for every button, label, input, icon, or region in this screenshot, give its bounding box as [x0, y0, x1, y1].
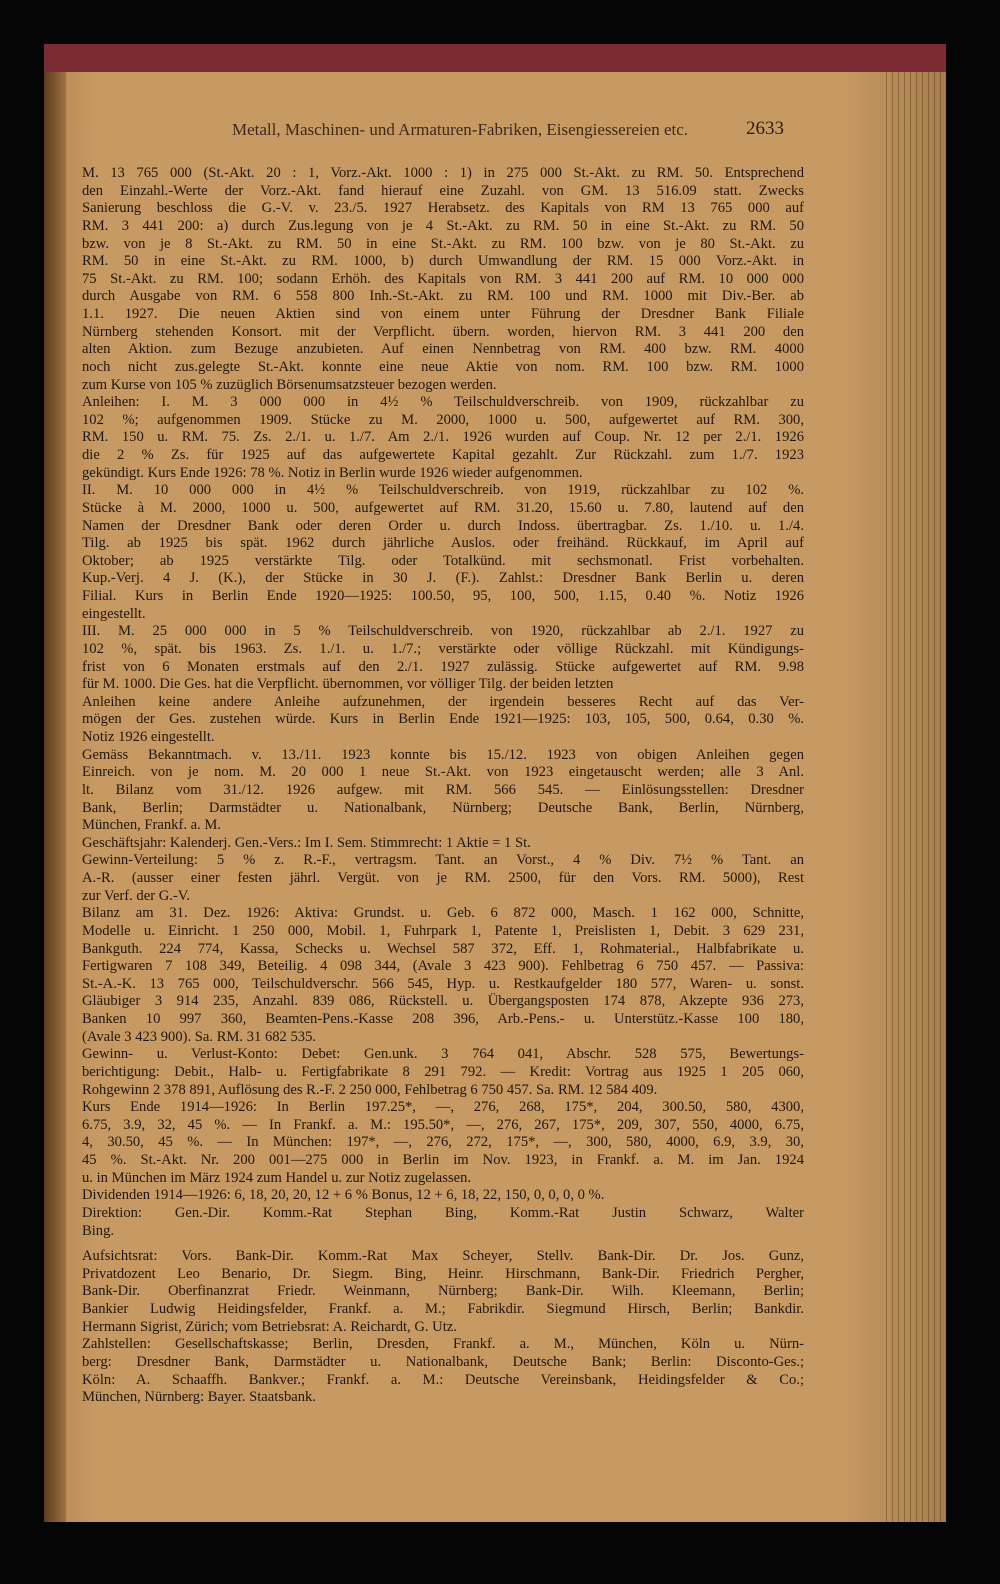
text-line: Fertigwaren 7 108 349, Beteilig. 4 098 344, (Avale 3 423 900). Fehlbetrag 6 750 457. — Passiva:: [82, 958, 804, 975]
text-line: Hermann Sigrist, Zürich; vom Betriebsrat: A. Reichardt, G. Utz.: [82, 1318, 457, 1335]
text-line: Dividenden 1914—1926: 6, 18, 20, 20, 12 + 6 % Bonus, 12 + 6, 18, 22, 150, 0, 0, 0, 0 %.: [82, 1187, 605, 1204]
text-line: RM. 3 441 200: a) durch Zus.legung von je 4 St.-Akt. zu RM. 50 in eine St.-Akt. zu RM. 50: [82, 217, 804, 234]
text-line: alten Aktion. zum Bezuge anzubieten. Auf einen Nennbetrag von RM. 400 bzw. RM. 4000: [82, 341, 804, 358]
book-binding-shadow: [44, 72, 66, 1522]
text-line: gekündigt. Kurs Ende 1926: 78 %. Notiz in Berlin wurde 1926 wieder aufgenommen.: [82, 464, 583, 481]
text-line: Bilanz am 31. Dez. 1926: Aktiva: Grundst. u. Geb. 6 872 000, Masch. 1 162 000, Schnitte,: [82, 905, 804, 922]
text-line: berichtigung: Debit., Halb- u. Fertigfabrikate 8 291 792. — Kredit: Vortrag aus 1925 1 205 060,: [82, 1063, 804, 1080]
text-line: (Avale 3 423 900). Sa. RM. 31 682 535.: [82, 1028, 317, 1045]
text-line: Bank, Berlin; Darmstädter u. Nationalbank, Nürnberg; Deutsche Bank, Berlin, Nürnberg,: [82, 799, 804, 816]
text-line: Gewinn- u. Verlust-Konto: Debet: Gen.unk. 3 764 041, Abschr. 528 575, Bewertungs-: [82, 1046, 804, 1063]
text-line: zum Kurse von 105 % zuzüglich Börsenumsatzsteuer bezogen werden.: [82, 376, 497, 393]
text-line: Bankier Ludwig Heidingsfelder, Frankf. a. M.; Fabrikdir. Siegmund Hirsch, Berlin; Bankdir.: [82, 1301, 804, 1317]
text-line: 45 %. St.-Akt. Nr. 200 001—275 000 in Berlin im Nov. 1923, in Frankf. a. M. im Jan. 1924: [82, 1152, 804, 1168]
text-line: 4, 30.50, 45 %. — In München: 197*, —, 276, 272, 175*, —, 300, 580, 4000, 6.9, 3.9, 30,: [82, 1134, 804, 1151]
text-line: Aufsichtsrat: Vors. Bank-Dir. Komm.-Rat Max Scheyer, Stellv. Bank-Dir. Dr. Jos. Gunz,: [82, 1248, 804, 1265]
text-line: 75 St.-Akt. zu RM. 100; sodann Erhöh. des Kapitals von RM. 3 441 200 auf RM. 10 000 000: [82, 270, 804, 287]
text-line: eingestellt.: [82, 605, 146, 622]
page-number: 2633: [746, 118, 784, 139]
text-line: Gläubiger 3 914 235, Anzahl. 839 086, Rückstell. u. Übergangsposten 174 878, Akzepte 936 273,: [82, 993, 804, 1010]
text-line: RM. 150 u. RM. 75. Zs. 2./1. u. 1./7. Am 2./1. 1926 wurden auf Coup. Nr. 12 per 2./1. 1926: [82, 429, 804, 446]
text-line: Bing.: [82, 1222, 115, 1239]
text-line: München, Nürnberg: Bayer. Staatsbank.: [82, 1389, 316, 1406]
text-line: frist von 6 Monaten erstmals auf den 2./1. 1927 zulässig. Stücke aufgewertet auf RM. 9.98: [82, 658, 804, 675]
text-line: für M. 1000. Die Ges. hat die Verpflicht. übernommen, vor völliger Tilg. der beiden letzten: [82, 676, 614, 693]
text-line: Kup.-Verj. 4 J. (K.), der Stücke in 30 J. (F.). Zahlst.: Dresdner Bank Berlin u. deren: [82, 570, 804, 587]
text-line: zur Verf. der G.-V.: [82, 887, 191, 904]
text-line: berg: Dresdner Bank, Darmstädter u. Nationalbank, Deutsche Bank; Berlin: Disconto-Ges.;: [82, 1353, 804, 1370]
text-line: Direktion: Gen.-Dir. Komm.-Rat Stephan Bing, Komm.-Rat Justin Schwarz, Walter: [82, 1204, 804, 1221]
text-line: Anleihen keine andere Anleihe aufzunehmen, der irgendein besseres Recht auf das Ver-: [82, 693, 804, 710]
text-line: durch Ausgabe von RM. 6 558 800 Inh.-St.-Akt. zu RM. 100 und RM. 1000 mit Div.-Ber. ab: [82, 288, 804, 305]
running-header: Metall, Maschinen- und Armaturen-Fabriken, Eisengiessereien etc.: [231, 120, 689, 139]
text-line: Filial. Kurs in Berlin Ende 1920—1925: 100.50, 95, 100, 500, 1.15, 0.40 %. Notiz 1926: [82, 588, 804, 604]
paragraph-gap: [82, 1240, 804, 1248]
text-line: II. M. 10 000 000 in 4½ % Teilschuldverschreib. von 1919, rückzahlbar zu 102 %.: [82, 482, 804, 499]
text-line: A.-R. (ausser einer festen jährl. Vergüt. von je RM. 2500, für den Vors. RM. 5000), Rest: [82, 870, 804, 886]
text-line: Gemäss Bekanntmach. v. 13./11. 1923 konnte bis 15./12. 1923 von obigen Anleihen gegen: [82, 746, 804, 763]
text-line: u. in München im März 1924 zum Handel u. zur Notiz zugelassen.: [82, 1169, 472, 1186]
text-line: Sanierung beschloss die G.-V. v. 23./5. 1927 Herabsetz. des Kapitals von RM 13 765 000 auf: [82, 200, 804, 217]
text-line: bzw. von je 8 St.-Akt. zu RM. 50 in eine St.-Akt. zu RM. 100 bzw. von je 80 St.-Akt. zu: [82, 235, 804, 252]
text-line: III. M. 25 000 000 in 5 % Teilschuldverschreib. von 1920, rückzahlbar ab 2./1. 1927 zu: [82, 623, 804, 640]
text-line: M. 13 765 000 (St.-Akt. 20 : 1, Vorz.-Akt. 1000 : 1) in 275 000 St.-Akt. zu RM. 50. Entsprechend: [82, 165, 804, 181]
text-line: Anleihen: I. M. 3 000 000 in 4½ % Teilschuldverschreib. von 1909, rückzahlbar zu: [82, 394, 804, 411]
text-line: Zahlstellen: Gesellschaftskasse; Berlin, Dresden, Frankf. a. M., München, Köln u. Nürn-: [82, 1336, 804, 1353]
text-line: 102 %; aufgenommen 1909. Stücke zu M. 2000, 1000 u. 500, aufgewertet auf RM. 300,: [82, 411, 804, 428]
text-line: Namen der Dresdner Bank oder deren Order u. durch Indoss. übertragbar. Zs. 1./10. u. 1./4.: [82, 517, 804, 534]
text-line: mögen der Ges. zustehen würde. Kurs in Berlin Ende 1921—1925: 103, 105, 500, 0.64, 0.30 %.: [82, 711, 804, 728]
text-line: St.-A.-K. 13 765 000, Teilschuldverschr. 566 545, Hyp. u. Restkaufgelder 180 577, Waren- u. sonst.: [82, 975, 804, 992]
text-line: Rohgewinn 2 378 891, Auflösung des R.-F. 2 250 000, Fehlbetrag 6 750 457. Sa. RM. 12 584 409.: [82, 1081, 658, 1098]
text-line: RM. 50 in eine St.-Akt. zu RM. 1000, b) durch Umwandlung der RM. 15 000 Vorz.-Akt. in: [82, 253, 804, 270]
text-line: Nürnberg stehenden Konsort. mit der Verpflicht. übern. worden, hiervon RM. 3 441 200 den: [82, 323, 804, 340]
text-line: Kurs Ende 1914—1926: In Berlin 197.25*, —, 276, 268, 175*, 204, 300.50, 580, 4300,: [82, 1099, 804, 1116]
text-line: lt. Bilanz vom 31./12. 1926 aufgew. mit RM. 566 545. — Einlösungsstellen: Dresdner: [82, 781, 804, 798]
text-line: Notiz 1926 eingestellt.: [82, 729, 215, 745]
body-text: [82, 165, 804, 1407]
text-line: Köln: A. Schaaffh. Bankver.; Frankf. a. M.: Deutsche Vereinsbank, Heidingsfelder & Co.;: [82, 1371, 804, 1388]
text-line: noch nicht zus.gelegte St.-Akt. konnte eine neue Aktie von nom. RM. 100 bzw. RM. 1000: [82, 358, 804, 375]
text-line: Stücke à M. 2000, 1000 u. 500, aufgewertet auf RM. 31.20, 15.60 u. 7.80, lautend auf den: [82, 499, 804, 516]
text-line: Oktober; ab 1925 verstärkte Tilg. oder Totalkünd. mit sechsmonatl. Frist vorbehalten.: [82, 552, 804, 569]
text-line: Banken 10 997 360, Beamten-Pens.-Kasse 208 396, Arb.-Pens.- u. Unterstütz.-Kasse 100 180,: [82, 1011, 804, 1027]
text-line: 6.75, 3.9, 32, 45 %. — In Frankf. a. M.: 195.50*, —, 276, 267, 175*, 209, 307, 550, 4000, 6.75,: [82, 1116, 804, 1133]
text-line: Modelle u. Einricht. 1 250 000, Mobil. 1, Fuhrpark 1, Patente 1, Preislisten 1, Debit. 3 629 231,: [82, 922, 804, 939]
text-line: 102 %, spät. bis 1963. Zs. 1./1. u. 1./7.; verstärkte oder völlige Rückzahl. mit Kündigungs-: [82, 640, 804, 657]
text-line: die 2 % Zs. für 1925 auf das aufgewertete Kapital gezahlt. Zur Rückzahl. zum 1./7. 1923: [82, 447, 804, 463]
page-edges: [886, 72, 946, 1522]
text-line: Privatdozent Leo Benario, Dr. Siegm. Bing, Heinr. Hirschmann, Bank-Dir. Friedrich Pergher,: [82, 1265, 804, 1282]
text-line: München, Frankf. a. M.: [82, 817, 222, 834]
text-line: Bank-Dir. Oberfinanzrat Friedr. Weinmann, Nürnberg; Bank-Dir. Wilh. Kleemann, Berlin;: [82, 1283, 804, 1300]
text-line: Tilg. ab 1925 bis spät. 1962 durch jährliche Auslos. oder freihänd. Rückkauf, im April auf: [82, 535, 804, 552]
text-line: den Einzahl.-Werte der Vorz.-Akt. fand hierauf eine Zuzahl. von GM. 13 516.09 statt. Zwecks: [82, 182, 804, 199]
text-line: Gewinn-Verteilung: 5 % z. R.-F., vertragsm. Tant. an Vorst., 4 % Div. 7½ % Tant. an: [82, 852, 804, 869]
text-line: Einreich. von je nom. M. 20 000 1 neue St.-Akt. von 1923 eingetauscht werden; alle 3 Anl.: [82, 764, 804, 781]
text-line: 1.1. 1927. Die neuen Aktien sind von einem unter Führung der Dresdner Bank Filiale: [82, 306, 804, 322]
text-line: Geschäftsjahr: Kalenderj. Gen.-Vers.: Im I. Sem. Stimmrecht: 1 Aktie = 1 St.: [82, 834, 531, 851]
text-line: Bankguth. 224 774, Kassa, Schecks u. Wechsel 587 372, Eff. 1, Rohmaterial., Halbfabrikate u.: [82, 940, 804, 957]
